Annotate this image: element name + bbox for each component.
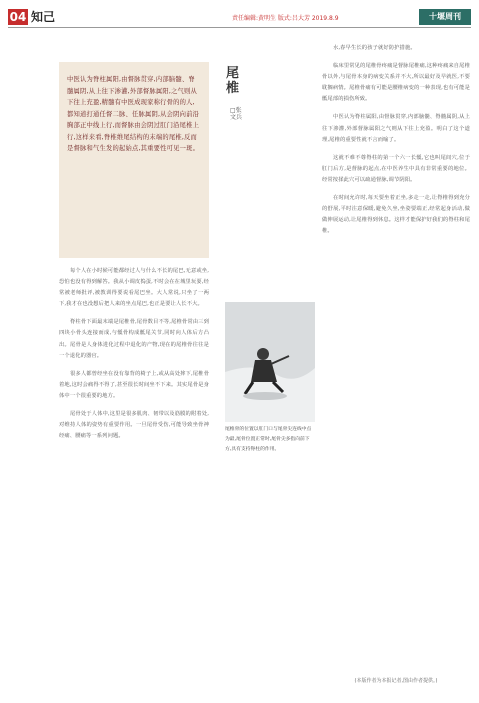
snow-scene-image [225, 302, 315, 422]
intro-box [59, 62, 209, 258]
left-column [59, 266, 209, 698]
section-title: 知己 [31, 10, 56, 24]
body-paragraph: 临床里常见的尾椎骨疼痛是督脉尾椎痛,这种疼痛来自尾椎骨以外,与尾骨本身的病变关系并不大,所以最好及早就医,不要耽搁病情。尾椎骨痛有可能是腰椎病变的一种表现,也有可能是骶尾部的损伤所致。 [322, 63, 470, 103]
article-author: □张文兵 [230, 107, 243, 121]
body-paragraph: 在时间允许时,每天要坐着正坐,多走一走,让脊椎得到充分的舒展,平时注意保暖,避免久坐,坐姿要端正,经常起身活动,做做伸展运动,让尾椎得到休息。这样才能保护好我们的脊柱和尾椎。 [322, 195, 470, 235]
article-photo [225, 302, 315, 422]
right-column [322, 43, 470, 659]
body-paragraph: 中医认为脊柱属阳,由督脉贯穿,内部脑髓、脊髓属阴,从上往下渗灌,外部督脉属阳之气则从下往上充盈。明白了这个道理,尾椎的重要性就不言而喻了。 [322, 114, 470, 143]
article-title: 尾椎 [226, 66, 240, 96]
body-paragraph: 这就不难不尊脊柱的第一个六一长骶,它也叫尾闾穴,位于肛门后方,是督脉的起点,在中医养生中具有非常重要的地位。经常按揉此穴可以疏通督脉,调节阴阳。 [322, 154, 470, 183]
page-number: 04 [9, 10, 27, 24]
body-paragraph: 很多人都曾经坐在没有靠背的椅子上,或从高处摔下,尾椎骨着地,这时会痛得不得了,甚至很长时间坐不下来。其实尾骨是身体中一个很重要的地方。 [59, 370, 209, 399]
body-paragraph: 脊柱骨下面最末端是尾椎骨,尾骨数目不等,尾椎骨常由三到四块小骨头连接而成,与骶骨构成骶尾关节,同时向人体后方凸出。尾骨是人身体进化过程中退化的产物,现在的尾椎骨往往是一个退化的器官。 [59, 319, 209, 359]
header-divider [8, 27, 471, 28]
body-paragraph: 水,春早生长的孩子就好防护措施。 [333, 45, 416, 51]
editor-credits: 责任编辑:黄明生 版式:吕大芳 2019.8.9 [232, 15, 339, 22]
intro-text: 中医认为脊柱属阳,由督脉贯穿,内部脑髓、脊髓属阴,从上往下渗灌,外部督脉属阳,之气则从下往上充盈,精髓有中医成现家称行骨的的人,都知道打通任督二脉、任脉属阴,从会阴向前沿胸部正中线上行,而督脉由会阴过肛门沿尾椎上行,这样来看,脊椎维尾结构的末端的尾椎,反而是督脉和气生发的起始点,其重要性可见一斑。 [67, 76, 200, 152]
body-paragraph: 尾骨处于人体中,这里是很多肌肉、韧带以及筋膜的附着处,对维持人体的姿势有重要作用。一旦尾骨受伤,可能导致坐骨神经痛、腰痛等一系列问题。 [59, 411, 209, 440]
page-header [0, 0, 479, 30]
author-note: (本版作者为本报记者,图由作者提供。) [354, 678, 438, 684]
newspaper-brand: 十堰周刊 [419, 9, 471, 25]
body-paragraph: 每个人在小时候可能都经过人与什么不长的尾巴,无意或坐,恐怕也没有得到解答。我从小调皮捣蛋,不时会在在城里玩耍,经常被老师批评,被教训得要说看尾巴坐。大人常说,只坐了一两下,我才在也没想后把人来的坐点尾巴,也正是要让人长不大。 [59, 268, 209, 308]
photo-caption: 尾椎骨的位置以肛门口与尾骨尖连线中点为最,尾骨位置正常时,尾骨尖多指向前下方,具有支持脊柱的作用。 [225, 427, 312, 452]
